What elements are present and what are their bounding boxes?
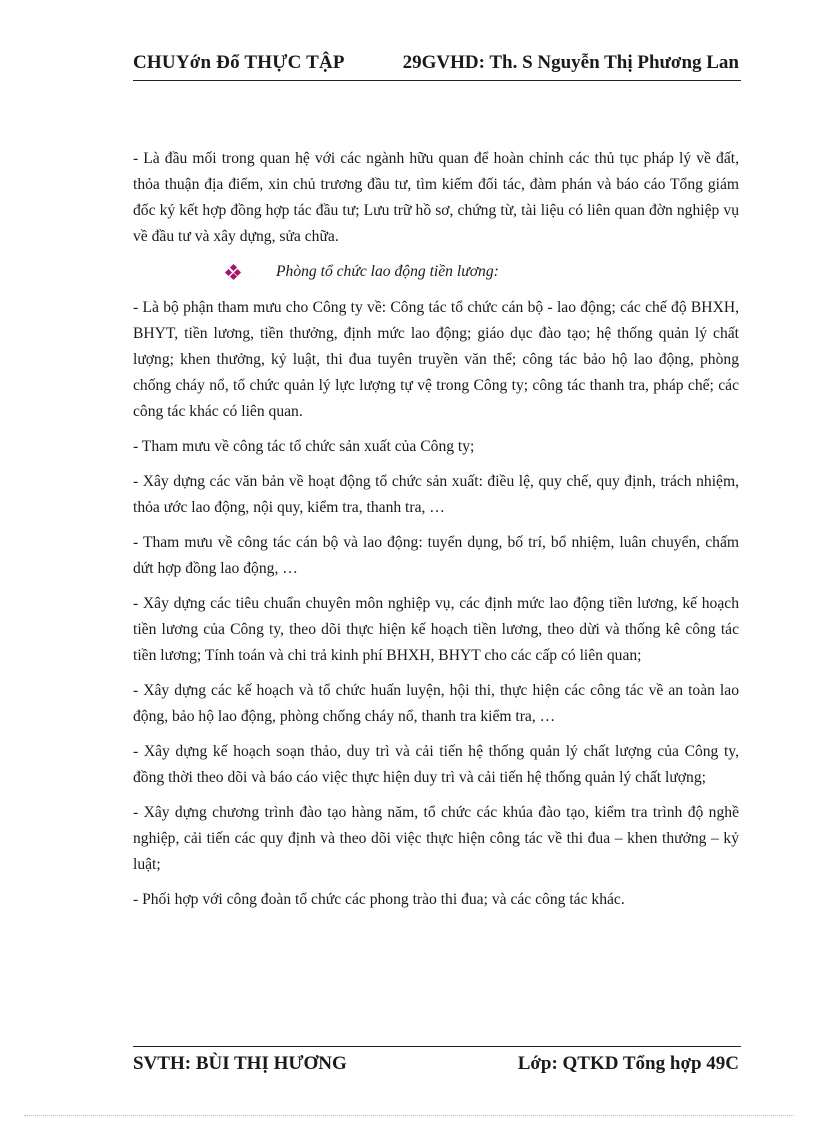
footer-class: Lớp: QTKD Tổng hợp 49C bbox=[517, 1053, 739, 1074]
section-heading bbox=[133, 259, 739, 285]
four-diamond-bullet-icon bbox=[226, 265, 240, 279]
paragraph-2: - Là bộ phận tham mưu cho Công ty về: Công tác tổ chức cán bộ - lao động; các chế độ BHXH, BHYT, tiền lương, tiền thưởng, định mức lao động; giáo dục đào tạo; hệ thống quản lý chất lượng; khen thưởng, kỷ luật, thi đua tuyên truyền văn thể; công tác bảo hộ lao động, phòng chống cháy nổ, tổ chức quản lý lực lượng tự vệ trong Công ty; công tác thanh tra, pháp chế; các công tác khác có liên quan. bbox=[133, 299, 739, 420]
header-advisor: 29GVHD: Th. S Nguyễn Thị Phương Lan bbox=[402, 52, 739, 73]
paragraph-7: - Xây dựng các kế hoạch và tổ chức huấn luyện, hội thi, thực hiện các công tác về an toàn lao động, bảo hộ lao động, phòng chống cháy nổ, thanh tra kiểm tra, … bbox=[133, 682, 739, 725]
paragraph-9: - Xây dựng chương trình đào tạo hàng năm, tổ chức các khúa đào tạo, kiểm tra trình độ nghề nghiệp, cải tiến các quy định và theo dõi việc thực hiện công tác về thi đua – khen thưởng – kỷ luật; bbox=[133, 804, 739, 873]
page-bottom-border bbox=[24, 1115, 794, 1116]
paragraph-1: - Là đầu mối trong quan hệ với các ngành hữu quan để hoàn chỉnh các thủ tục pháp lý về đất, thỏa thuận địa điểm, xin chủ trương đầu tư, tìm kiếm đối tác, đàm phán và báo cáo Tổng giám đốc ký kết hợp đồng hợp tác đầu tư; Lưu trữ hồ sơ, chứng từ, tài liệu có liên quan đờn nghiệp vụ về đầu tư và xây dựng, sửa chữa. bbox=[133, 150, 739, 245]
header-title: CHUYớn Đổ THỰC TẬP bbox=[133, 52, 345, 73]
paragraph-10: - Phối hợp với công đoàn tổ chức các phong trào thi đua; và các công tác khác. bbox=[133, 891, 625, 908]
paragraph-4: - Xây dựng các văn bản về hoạt động tổ chức sản xuất: điều lệ, quy chế, quy định, trách nhiệm, thỏa ước lao động, nội quy, kiểm tra, thanh tra, … bbox=[133, 473, 739, 516]
page-header bbox=[133, 50, 741, 81]
paragraph-8: - Xây dựng kế hoạch soạn thảo, duy trì và cải tiến hệ thống quản lý chất lượng của Công ty, đồng thời theo dõi và báo cáo việc thực hiện duy trì và cải tiến hệ thống quản lý chất lượng; bbox=[133, 743, 739, 786]
page-footer bbox=[133, 1046, 741, 1077]
paragraph-5: - Tham mưu về công tác cán bộ và lao động: tuyển dụng, bố trí, bổ nhiệm, luân chuyển, chấm dứt hợp đồng lao động, … bbox=[133, 534, 739, 577]
paragraph-6: - Xây dựng các tiêu chuẩn chuyên môn nghiệp vụ, các định mức lao động tiền lương, kế hoạch tiền lương của Công ty, theo dõi thực hiện kế hoạch tiền lương, theo dừi và thống kê công tác tiền lương; Tính toán và chi trả kinh phí BHXH, BHYT cho các cấp có liên quan; bbox=[133, 595, 739, 664]
section-heading-text: Phòng tổ chức lao động tiền lương: bbox=[276, 263, 499, 280]
footer-student: SVTH: BÙI THỊ HƯƠNG bbox=[133, 1053, 347, 1074]
paragraph-3: - Tham mưu về công tác tổ chức sản xuất của Công ty; bbox=[133, 438, 475, 455]
page-body bbox=[133, 146, 739, 922]
